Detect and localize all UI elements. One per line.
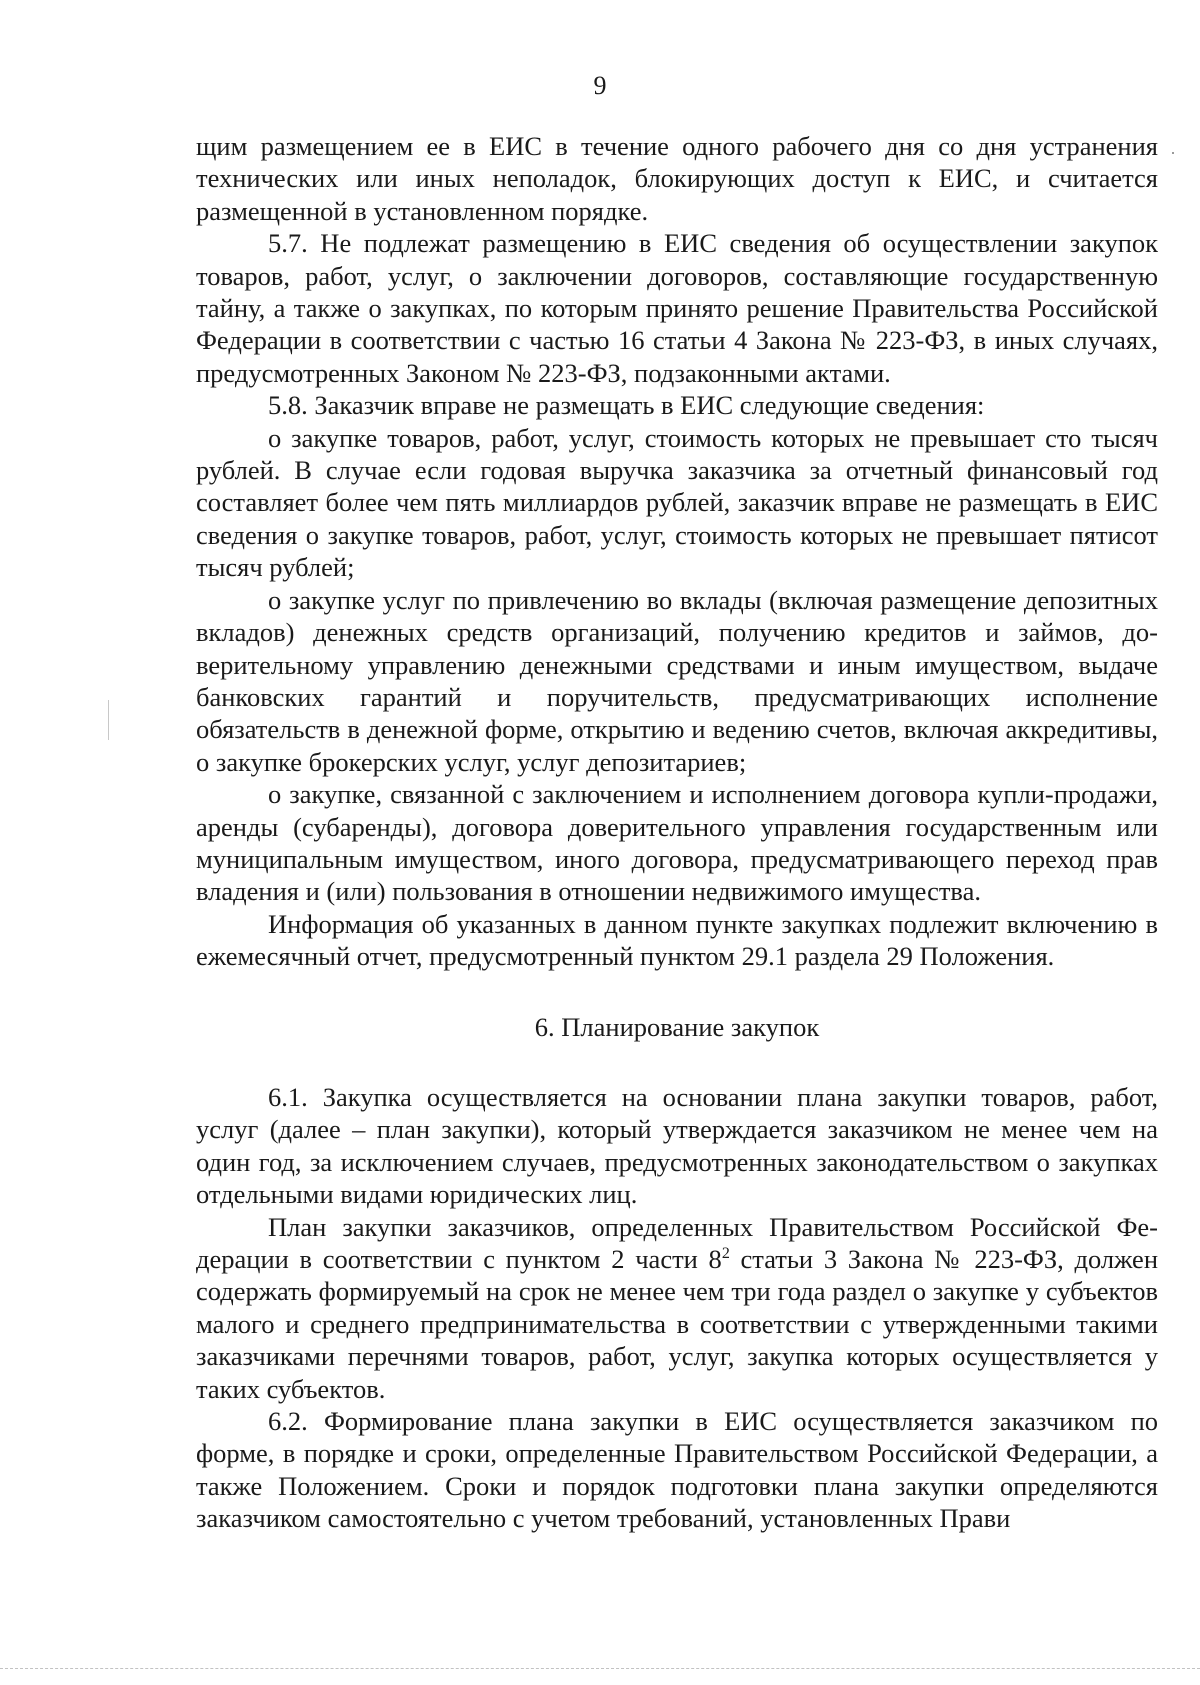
section-heading: 6. Планирование закупок xyxy=(534,1011,820,1042)
paragraph-5-8-item-2: о закупке услуг по привлечению во вклады (включая размещение депозитных вкладов) денежных средств организаций, получению кредитов и займов, доверительному управлению денежными средствами и иным имуществом, выдаче банковских гарантий и поручительств, предусматривающих исполнение обязательств в денежной форме, открытию и ведению счетов, включая аккредитивы, о закупке брокерских услуг, услуг депозитариев; xyxy=(196,584,1158,777)
plan-text-after: статьи 3 Закона № 223-ФЗ, должен содержать формируемый на срок не менее чем три года раздел о закупке у субъектов малого и среднего предпринимательства в соответствии с утвержденными такими заказчиками перечнями товаров, работ, услуг, закупка которых осуществляется у таких субъектов. xyxy=(196,1244,1158,1404)
scan-artifact-dot xyxy=(1172,152,1174,154)
superscript: 2 xyxy=(721,1245,730,1263)
paragraph-6-1: 6.1. Закупка осуществляется на основании плана закупки товаров, работ, услуг (далее – план закупки), который утверждается заказчиком не менее чем на один год, за исключением случаев, предусмотренных законодательством о закупках отдельными видами юридических лиц. xyxy=(196,1081,1158,1210)
paragraph-5-7: 5.7. Не подлежат размещению в ЕИС сведения об осуществлении закупок товаров, работ, услуг, о заключении договоров, составляющие государственную тайну, а также о закупках, по которым принято решение Правительства Российской Федерации в соответствии с частью 16 статьи 4 Закона № 223-ФЗ, в иных случаях, предусмотренных Законом № 223-ФЗ, подзаконными актами. xyxy=(196,228,1158,388)
scan-bottom-line xyxy=(0,1668,1200,1669)
paragraph-continuation: щим размещением ее в ЕИС в течение одного рабочего дня со дня устранения технических или иных неполадок, блокирующих доступ к ЕИС, и считается размещенной в установленном порядке. xyxy=(196,131,1158,226)
scan-artifact xyxy=(108,700,109,740)
paragraph-6-1-plan xyxy=(196,1211,1158,1405)
paragraph-5-8-info: Информация об указанных в данном пункте закупках подлежит включению в ежемесячный отчет, предусмотренный пунктом 29.1 раздела 29 Положения. xyxy=(196,908,1158,972)
paragraph-5-8-item-3: о закупке, связанной с заключением и исполнением договора купли-продажи, аренды (субаренды), договора доверительного управления государственным или муниципальным имуществом, иного договора, предусматривающего переход прав владения и (или) пользования в отношении недвижимого имущества. xyxy=(196,779,1158,907)
paragraph-6-2: 6.2. Формирование плана закупки в ЕИС осуществляется заказчиком по форме, в порядке и сроки, определенные Правительством Российской Федерации, а также Положением. Сроки и порядок подготовки плана закупки определяются заказчиком самостоятельно с учетом требований, установленных Прави xyxy=(196,1406,1158,1534)
plan-text-before: План закупки заказчиков, определенных Правительством Российской Федерации в соответствии с пунктом 2 части 8 xyxy=(196,1211,1158,1274)
document-body xyxy=(196,130,1158,1535)
paragraph-5-8-item-1: о закупке товаров, работ, услуг, стоимость которых не превышает сто тысяч рублей. В случае если годовая выручка заказчика за отчетный финансовый год составляет более чем пять миллиардов рублей, заказчик вправе не размещать в ЕИС сведения о закупке товаров, работ, услуг, стоимость которых не превышает пятисот тысяч рублей; xyxy=(196,422,1158,583)
page-number: 9 xyxy=(593,71,607,100)
paragraph-5-8: 5.8. Заказчик вправе не размещать в ЕИС следующие сведения: xyxy=(268,390,985,421)
